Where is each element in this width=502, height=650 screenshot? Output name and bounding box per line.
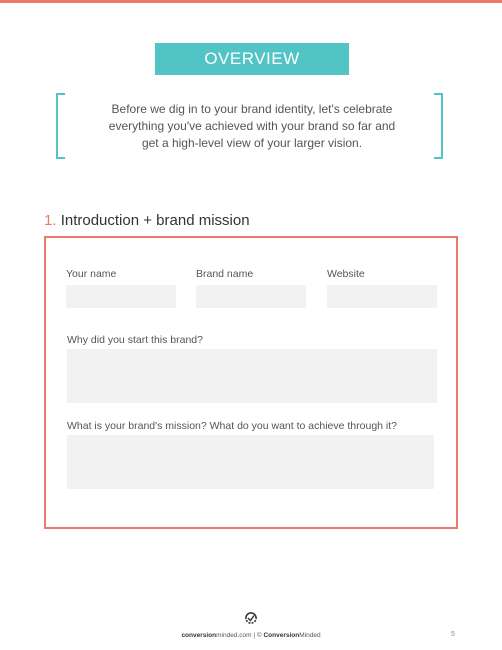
your-name-field[interactable] <box>66 285 176 308</box>
section-title: Introduction + brand mission <box>60 212 250 229</box>
brand-name-field[interactable] <box>196 285 306 308</box>
top-accent-bar <box>0 0 502 3</box>
page-number: 5 <box>451 631 455 638</box>
why-field[interactable] <box>67 349 437 403</box>
intro-line-1: Before we dig in to your brand identity, let's celebrate <box>111 102 393 116</box>
footer-copyright: © <box>256 632 262 639</box>
footer-brand-bold: Conversion <box>263 632 300 639</box>
brand-name-label: Brand name <box>196 268 254 280</box>
your-name-label: Your name <box>66 268 117 280</box>
mission-field[interactable] <box>67 435 434 489</box>
intro-line-3: get a high-level view of your larger vision. <box>141 136 363 150</box>
footer-site-bold: conversion <box>181 632 217 639</box>
website-label: Website <box>327 268 365 280</box>
footer-site-rest: minded.com <box>216 632 252 639</box>
why-label: Why did you start this brand? <box>67 334 203 346</box>
conversion-minded-logo-icon <box>244 612 258 624</box>
mission-label: What is your brand's mission? What do you want to achieve through it? <box>67 420 398 432</box>
right-bracket <box>434 93 443 159</box>
footer-brand-rest: Minded <box>299 632 321 639</box>
footer-text <box>0 632 502 639</box>
section-heading <box>44 212 250 229</box>
intro-line-2: everything you've achieved with your brand so far and <box>108 119 396 133</box>
banner-title: OVERVIEW <box>204 49 300 68</box>
form-box <box>44 236 458 529</box>
section-number: 1. <box>44 212 57 229</box>
intro-text <box>80 101 424 152</box>
left-bracket <box>56 93 65 159</box>
footer-separator: | <box>253 632 256 639</box>
overview-banner <box>155 43 349 75</box>
website-field[interactable] <box>327 285 437 308</box>
